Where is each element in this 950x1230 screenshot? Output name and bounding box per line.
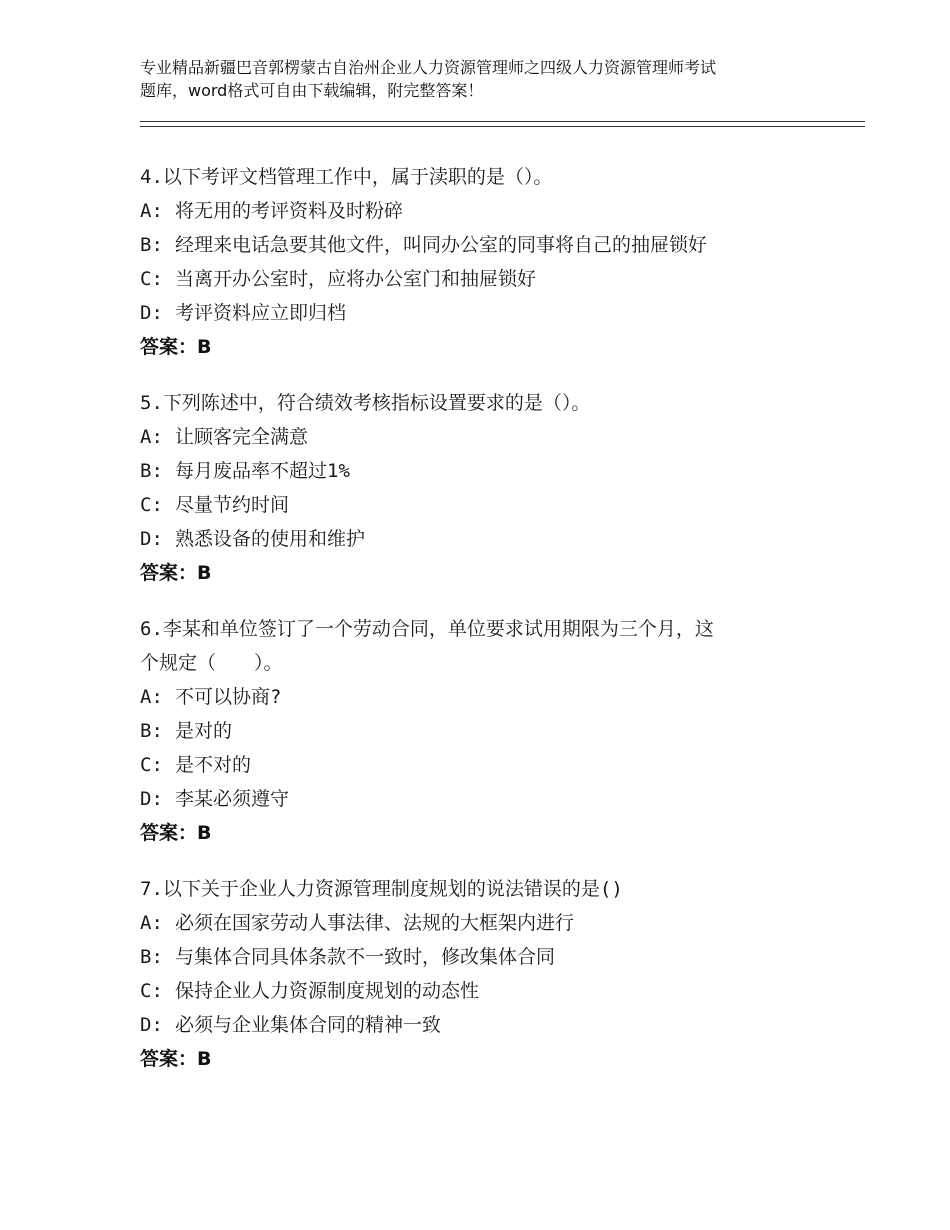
option-text: 与集体合同具体条款不一致时，修改集体合同 xyxy=(175,946,556,968)
option-text: 尽量节约时间 xyxy=(175,494,290,516)
option-b xyxy=(140,714,860,748)
option-text: 当离开办公室时，应将办公室门和抽屉锁好 xyxy=(175,268,537,290)
option-b xyxy=(140,454,860,488)
question-list xyxy=(140,160,860,1098)
answer-prefix: 答案： xyxy=(140,562,198,584)
option-d xyxy=(140,522,860,556)
question-stem: 7.以下关于企业人力资源管理制度规划的说法错误的是() xyxy=(140,878,623,900)
answer-prefix: 答案： xyxy=(140,336,198,358)
option-text: 必须在国家劳动人事法律、法规的大框架内进行 xyxy=(175,912,575,934)
option-text: 是对的 xyxy=(175,720,233,742)
question-7 xyxy=(140,872,860,1076)
option-label: C: xyxy=(140,494,163,516)
header-divider xyxy=(140,121,865,127)
answer-prefix: 答案： xyxy=(140,1048,198,1070)
option-text: 考评资料应立即归档 xyxy=(175,302,347,324)
option-a xyxy=(140,420,860,454)
option-label: B: xyxy=(140,234,163,256)
question-stem-continued: 个规定（ ）。 xyxy=(140,652,283,674)
option-label: A: xyxy=(140,426,163,448)
question-stem: 5.下列陈述中，符合绩效考核指标设置要求的是（）。 xyxy=(140,392,591,414)
answer-line xyxy=(140,330,860,364)
answer-value: B xyxy=(197,822,212,844)
option-d xyxy=(140,296,860,330)
question-5 xyxy=(140,386,860,590)
option-label: D: xyxy=(140,302,163,324)
option-b xyxy=(140,940,860,974)
header-line-1: 专业精品新疆巴音郭楞蒙古自治州企业人力资源管理师之四级人力资源管理师考试 xyxy=(140,58,717,77)
answer-value: B xyxy=(197,1048,212,1070)
option-c xyxy=(140,748,860,782)
question-6 xyxy=(140,612,860,850)
option-label: A: xyxy=(140,200,163,222)
document-header xyxy=(140,56,840,102)
option-c xyxy=(140,974,860,1008)
question-4 xyxy=(140,160,860,364)
option-c xyxy=(140,488,860,522)
option-label: D: xyxy=(140,788,163,810)
option-text: 让顾客完全满意 xyxy=(175,426,309,448)
option-label: D: xyxy=(140,528,163,550)
option-label: A: xyxy=(140,912,163,934)
option-text: 必须与企业集体合同的精神一致 xyxy=(175,1014,442,1036)
option-a xyxy=(140,906,860,940)
option-label: D: xyxy=(140,1014,163,1036)
question-stem: 6.李某和单位签订了一个劳动合同，单位要求试用期限为三个月，这 xyxy=(140,618,714,640)
option-label: B: xyxy=(140,946,163,968)
option-text: 经理来电话急要其他文件，叫同办公室的同事将自己的抽屉锁好 xyxy=(175,234,708,256)
answer-line xyxy=(140,1042,860,1076)
answer-line xyxy=(140,816,860,850)
header-line-2: 题库，word格式可自由下载编辑，附完整答案！ xyxy=(140,81,484,100)
option-text: 李某必须遵守 xyxy=(175,788,290,810)
answer-value: B xyxy=(197,562,212,584)
option-text: 熟悉设备的使用和维护 xyxy=(175,528,366,550)
option-d xyxy=(140,782,860,816)
option-text: 每月废品率不超过1% xyxy=(175,460,350,482)
option-text: 不可以协商? xyxy=(175,686,282,708)
option-d xyxy=(140,1008,860,1042)
answer-value: B xyxy=(197,336,212,358)
question-stem: 4.以下考评文档管理工作中，属于渎职的是（）。 xyxy=(140,166,553,188)
option-text: 将无用的考评资料及时粉碎 xyxy=(175,200,404,222)
option-b xyxy=(140,228,860,262)
answer-prefix: 答案： xyxy=(140,822,198,844)
option-label: C: xyxy=(140,268,163,290)
option-label: C: xyxy=(140,754,163,776)
option-text: 是不对的 xyxy=(175,754,252,776)
option-a xyxy=(140,680,860,714)
option-a xyxy=(140,194,860,228)
option-text: 保持企业人力资源制度规划的动态性 xyxy=(175,980,480,1002)
option-label: C: xyxy=(140,980,163,1002)
option-label: B: xyxy=(140,720,163,742)
option-label: B: xyxy=(140,460,163,482)
option-c xyxy=(140,262,860,296)
answer-line xyxy=(140,556,860,590)
option-label: A: xyxy=(140,686,163,708)
